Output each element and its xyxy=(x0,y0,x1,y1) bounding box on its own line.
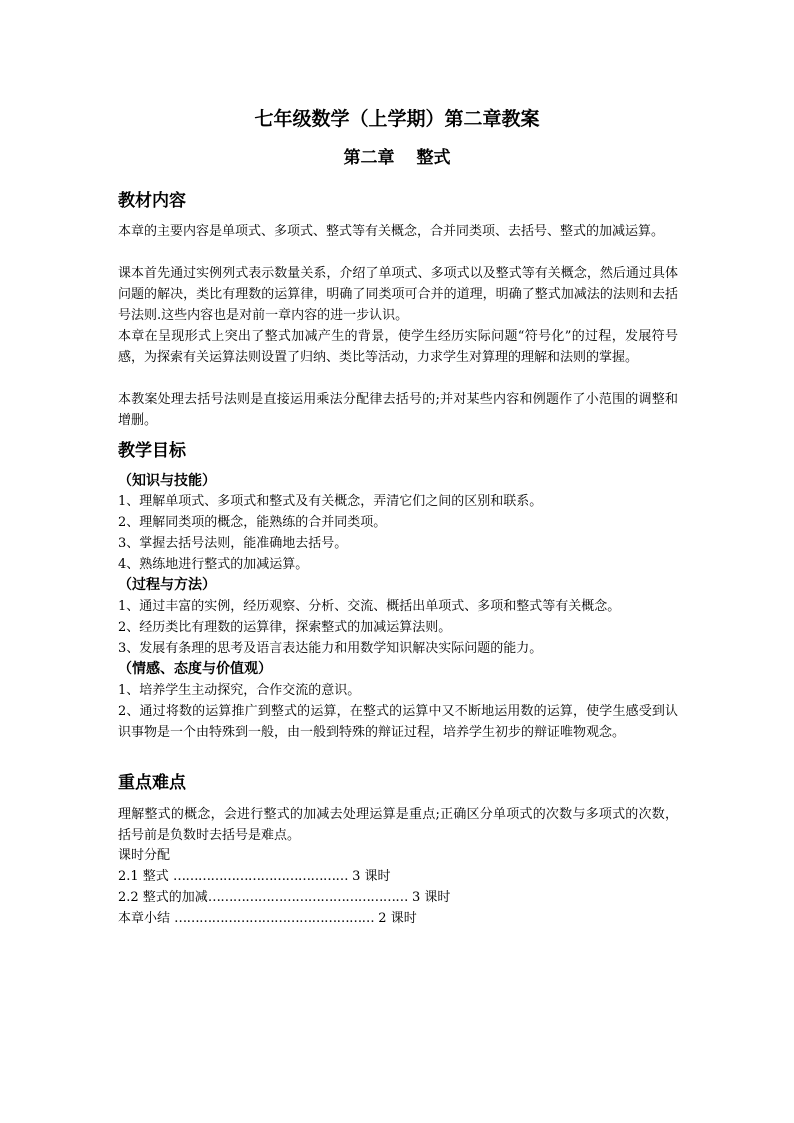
list-item: 2、通过将数的运算推广到整式的运算，在整式的运算中又不断地运用数的运算，使学生感受到认识事物是一个由特殊到一般，由一般到特殊的辩证过程，培养学生初步的辩证唯物观念。 xyxy=(118,704,678,740)
schedule-item-name: 2.2 整式的加减 xyxy=(118,890,208,905)
list-item: 2、经历类比有理数的运算律，探索整式的加减运算法则。 xyxy=(118,620,452,635)
schedule-leader: ………………………………………… xyxy=(207,890,408,905)
section-heading-content: 教材内容 xyxy=(118,191,186,211)
list-item: 4、熟练地进行整式的加减运算。 xyxy=(118,557,309,572)
list-item: 3、发展有条理的思考及语言表达能力和用数学知识解决实际问题的能力。 xyxy=(118,641,543,656)
section-heading-key-points: 重点难点 xyxy=(118,773,186,793)
schedule-item-name: 本章小结 xyxy=(118,911,171,926)
schedule-row xyxy=(118,867,391,887)
paragraph: 理解整式的概念，会进行整式的加减去处理运算是重点;正确区分单项式的次数与多项式的次数，括号前是负数时去括号是难点。 xyxy=(118,807,678,843)
schedule-title: 课时分配 xyxy=(118,848,171,863)
page-title: 七年级数学（上学期）第二章教案 xyxy=(254,108,540,130)
schedule-item-hours: 3 课时 xyxy=(411,890,451,905)
schedule-item-hours: 3 课时 xyxy=(352,869,391,884)
schedule-leader: ………………………………………… xyxy=(174,911,375,926)
list-item: 2、理解同类项的概念，能熟练的合并同类项。 xyxy=(118,515,387,530)
schedule-leader: …………………………………… xyxy=(172,869,348,884)
list-item: 3、掌握去括号法则，能准确地去括号。 xyxy=(118,536,348,551)
chapter-label: 第二章 xyxy=(343,148,395,168)
objective-group-title: （过程与方法） xyxy=(118,577,216,593)
paragraph: 本教案处理去括号法则是直接运用乘法分配律去括号的;并对某些内容和例题作了小范围的调整和增删。 xyxy=(118,392,678,428)
list-item: 1、理解单项式、多项式和整式及有关概念，弄清它们之间的区别和联系。 xyxy=(118,494,543,509)
objective-group-title: （知识与技能） xyxy=(118,473,216,489)
schedule-item-hours: 2 课时 xyxy=(378,911,417,926)
paragraph: 本章的主要内容是单项式、多项式、整式等有关概念，合并同类项、去括号、整式的加减运算。 xyxy=(118,224,665,239)
chapter-heading xyxy=(0,147,794,169)
schedule-row xyxy=(118,888,450,908)
chapter-name: 整式 xyxy=(416,148,451,168)
schedule-item-name: 2.1 整式 xyxy=(118,869,169,884)
section-heading-objectives: 教学目标 xyxy=(118,441,186,461)
list-item: 1、培养学生主动探究，合作交流的意识。 xyxy=(118,683,361,698)
objective-group-title: （情感、态度与价值观） xyxy=(118,661,272,677)
paragraph: 课本首先通过实例列式表示数量关系，介绍了单项式、多项式以及整式等有关概念，然后通过具体问题的解决，类比有理数的运算律，明确了同类项可合并的道理，明确了整式加减法的法则和去括号法则.这些内容也是对前一章内容的进一步认识。 xyxy=(118,266,678,323)
schedule-row xyxy=(118,909,417,929)
paragraph: 本章在呈现形式上突出了整式加减产生的背景，使学生经历实际问题“符号化”的过程，发展符号感，为探索有关运算法则设置了归纳、类比等活动，力求学生对算理的理解和法则的掌握。 xyxy=(118,329,678,365)
list-item: 1、通过丰富的实例，经历观察、分析、交流、概括出单项式、多项和整式等有关概念。 xyxy=(118,599,621,614)
